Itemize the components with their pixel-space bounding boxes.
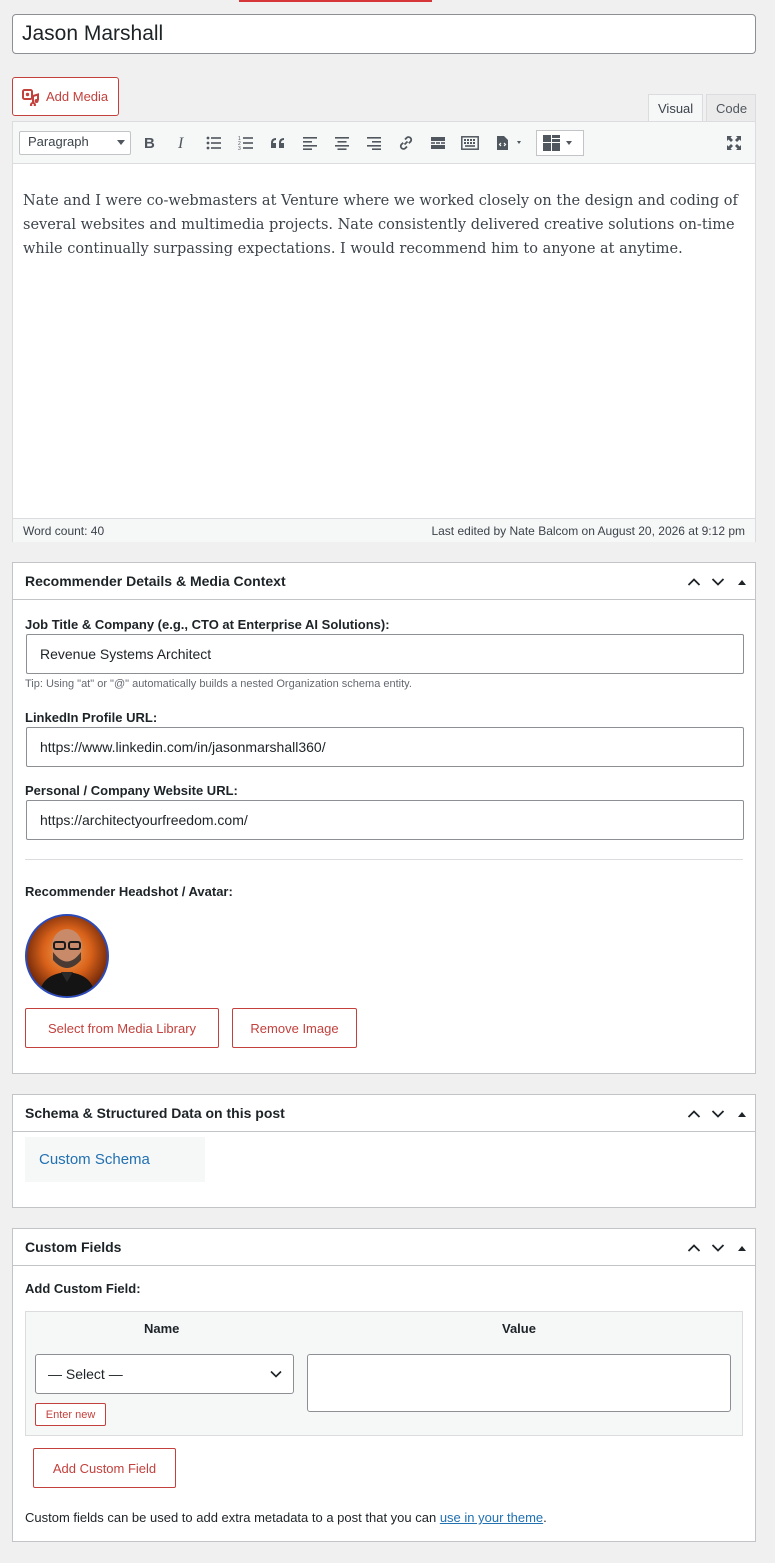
svg-text:2: 2 [238,141,241,147]
custom-fields-footnote [25,1510,547,1525]
recommender-details-box [12,562,756,1074]
content-editor [12,121,756,542]
recommender-box-header [13,563,755,600]
insert-link-button[interactable] [394,132,418,154]
chevron-down-icon [269,1368,283,1380]
bold-icon [143,135,157,151]
value-column-header: Value [502,1321,536,1336]
numbered-list-button[interactable] [234,132,258,154]
editor-statusbar [13,518,755,542]
move-up-icon[interactable] [687,575,701,589]
custom-fields-header [13,1229,755,1266]
fullscreen-button[interactable] [722,132,746,154]
layout-dropdown-button[interactable] [536,130,584,156]
name-column-header: Name [144,1321,180,1336]
numbered-list-icon [238,136,254,150]
align-right-button[interactable] [362,132,386,154]
bullet-list-icon [206,136,222,150]
add-media-label: Add Media [46,89,109,104]
section-divider [25,859,743,860]
avatar [25,914,109,998]
use-in-theme-link[interactable]: use in your theme [439,1510,544,1525]
enter-new-button[interactable]: Enter new [35,1403,106,1426]
custom-field-value-textarea[interactable] [307,1354,731,1412]
editor-toolbar [13,122,755,164]
link-icon [398,135,414,151]
italic-button[interactable] [170,132,194,154]
recommender-box-title: Recommender Details & Media Context [25,573,286,589]
job-title-value: Revenue Systems Architect [40,646,212,662]
move-down-icon[interactable] [711,1107,725,1121]
media-icon [22,88,40,106]
blockquote-button[interactable] [266,132,290,154]
schema-box [12,1094,756,1208]
tab-visual[interactable]: Visual [648,94,703,122]
custom-fields-title: Custom Fields [25,1239,122,1255]
add-custom-field-button[interactable]: Add Custom Field [33,1448,176,1488]
schema-box-header [13,1095,755,1132]
svg-text:1: 1 [238,136,241,142]
custom-field-name-select[interactable] [35,1354,294,1394]
custom-fields-box [12,1228,756,1542]
job-title-label: Job Title & Company (e.g., CTO at Enterprise AI Solutions): [25,617,390,632]
align-left-button[interactable] [298,132,322,154]
shortcode-dropdown-button[interactable] [490,132,530,154]
linkedin-label: LinkedIn Profile URL: [25,710,158,725]
read-more-icon [430,136,446,150]
svg-text:B: B [144,135,155,151]
italic-icon [175,135,189,151]
word-count: Word count: 40 [23,523,105,538]
website-input[interactable] [26,800,744,840]
align-right-icon [366,136,382,150]
job-title-tip: Tip: Using "at" or "@" automatically builds a nested Organization schema entity. [25,678,412,690]
tab-code[interactable]: Code [706,94,756,122]
move-down-icon[interactable] [711,575,725,589]
editor-content-area[interactable] [13,164,755,518]
headshot-label: Recommender Headshot / Avatar: [25,884,233,899]
keyboard-icon [461,136,479,150]
code-file-icon [495,135,525,151]
job-title-input[interactable] [26,634,744,674]
add-media-button[interactable] [12,77,119,116]
format-select-value: Paragraph [28,134,89,149]
add-custom-field-label: Add Custom Field: [25,1281,141,1296]
tab-custom-schema[interactable]: Custom Schema [25,1137,205,1182]
move-up-icon[interactable] [687,1241,701,1255]
align-center-button[interactable] [330,132,354,154]
linkedin-input[interactable] [26,727,744,767]
move-down-icon[interactable] [711,1241,725,1255]
bold-button[interactable] [138,132,162,154]
schema-box-title: Schema & Structured Data on this post [25,1105,285,1121]
last-edited: Last edited by Nate Balcom on August 20, 2026 at 9:12 pm [431,523,745,538]
read-more-button[interactable] [426,132,450,154]
fullscreen-icon [726,135,742,151]
align-center-icon [334,136,350,150]
custom-field-table [25,1311,743,1436]
remove-image-button[interactable]: Remove Image [232,1008,357,1048]
top-accent-bar [239,0,432,2]
align-left-icon [302,136,318,150]
website-label: Personal / Company Website URL: [25,783,238,798]
toggle-panel-icon[interactable] [735,575,749,589]
select-media-library-button[interactable]: Select from Media Library [25,1008,219,1048]
toolbar-toggle-button[interactable] [458,132,482,154]
post-title-value: Jason Marshall [22,22,164,45]
website-value: https://architectyourfreedom.com/ [40,812,248,828]
editor-paragraph: Nate and I were co-webmasters at Venture where we worked closely on the design and coding of several websites and multimedia projects. Nate consistently delivered creative solutions on-time while continually surpassing expectations. I would recommend him to anyone at anytime. [23,193,738,257]
toggle-panel-icon[interactable] [735,1241,749,1255]
caret-down-icon [117,140,125,145]
layout-grid-icon [542,134,578,152]
select-value: — Select — [48,1366,123,1382]
toggle-panel-icon[interactable] [735,1107,749,1121]
svg-text:I: I [178,135,184,151]
quote-icon [270,137,286,149]
footnote-end: . [543,1510,547,1525]
linkedin-value: https://www.linkedin.com/in/jasonmarshall360/ [40,739,326,755]
format-select[interactable] [19,131,131,155]
svg-text:3: 3 [238,146,241,150]
post-title-input[interactable] [12,14,756,54]
footnote-text: Custom fields can be used to add extra metadata to a post that you can [25,1510,440,1525]
move-up-icon[interactable] [687,1107,701,1121]
bullet-list-button[interactable] [202,132,226,154]
